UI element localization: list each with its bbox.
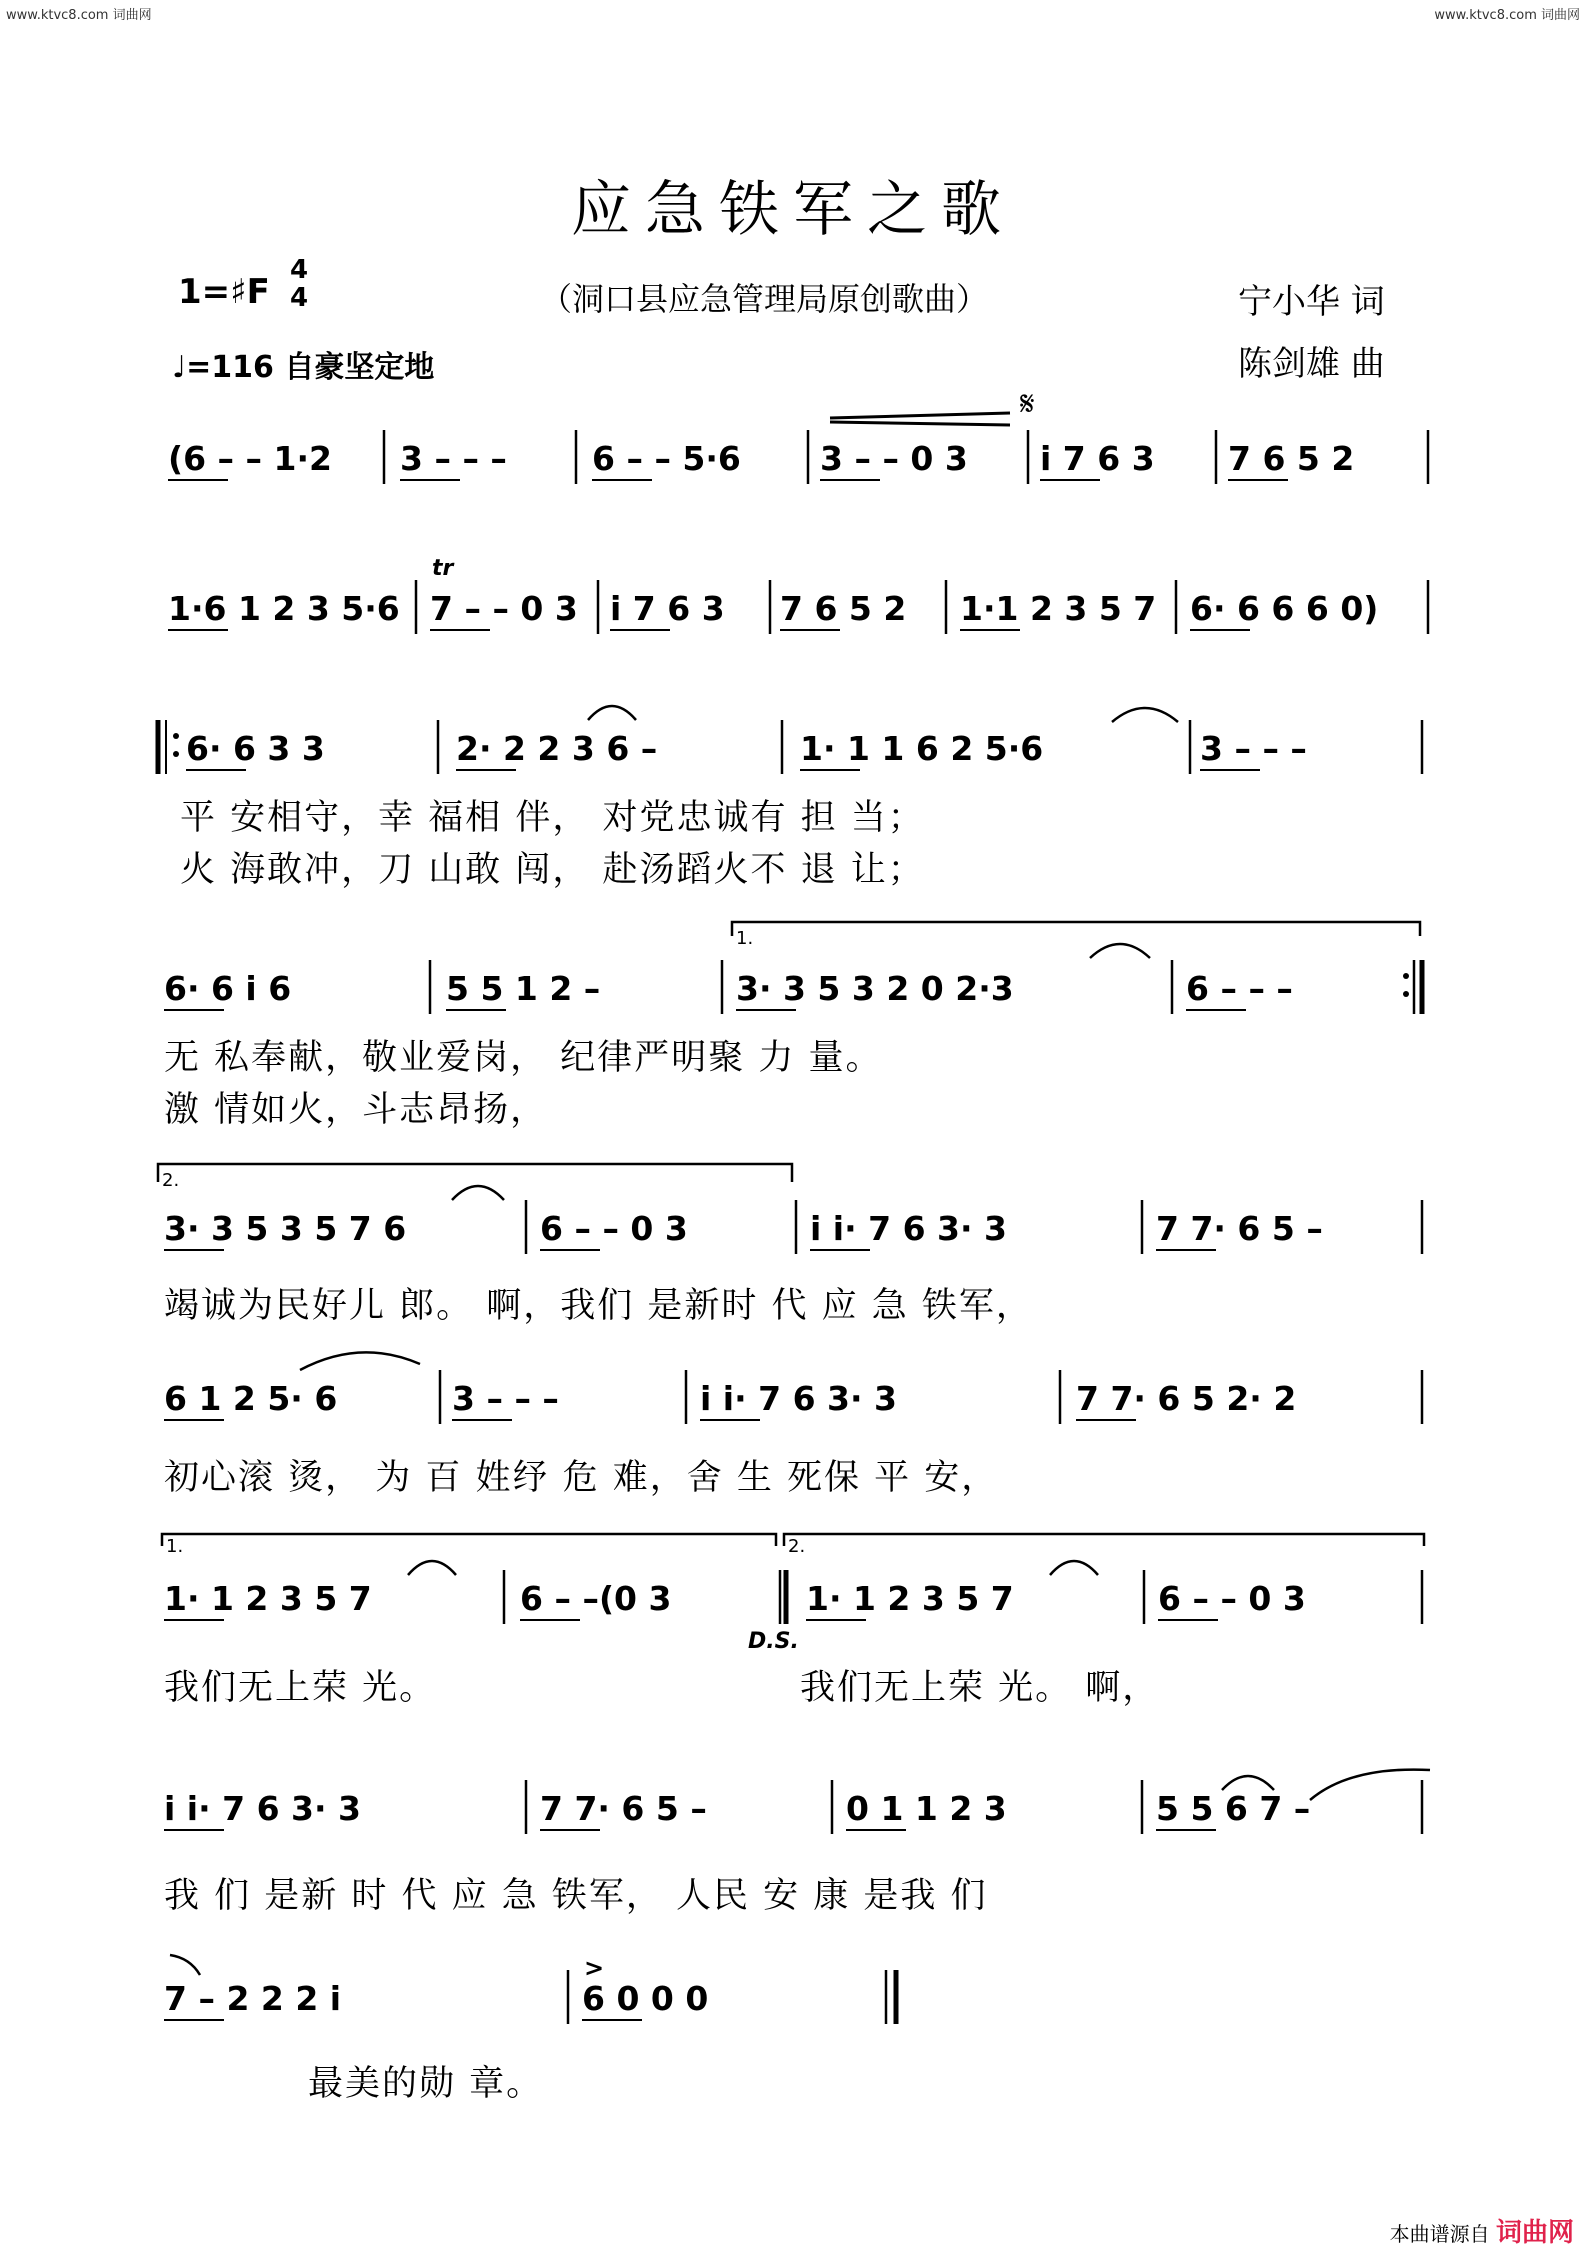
measure-l2-5: 1·1 2 3 5 7 — [960, 589, 1157, 628]
measure-l7-1: 1· 1 2 3 5 7 — [164, 1579, 372, 1618]
measure-l1-1: (6 – – 1·2 — [168, 439, 332, 478]
footer-credit — [1390, 2212, 1574, 2249]
slur-l8b — [1310, 1770, 1430, 1800]
measure-l8-4: 5 5 6 7 – — [1156, 1789, 1311, 1828]
measure-l2-4: 7 6 5 2 — [780, 589, 907, 628]
crescendo-upper — [830, 413, 1010, 418]
lyric-line-9: 最美的勋 章。 — [308, 2064, 544, 2104]
measure-l5-1: 3· 3 5 3 5 7 6 — [164, 1209, 407, 1248]
slur-l3a — [588, 706, 636, 720]
segno-mark — [830, 384, 1035, 425]
volta-2-b-label: 2. — [788, 1536, 806, 1557]
key-signature: 1=♯F — [178, 272, 270, 312]
measure-l7-2: 6 – –(0 3 — [520, 1579, 672, 1618]
measure-l8-2: 7 7· 6 5 – — [540, 1789, 707, 1828]
measure-l6-4: 7 7· 6 5 2· 2 — [1076, 1379, 1297, 1418]
volta-1-b-label: 1. — [166, 1536, 184, 1557]
measure-l6-2: 3 – – – — [452, 1379, 559, 1418]
measure-l1-3: 6 – – 5·6 — [592, 439, 741, 478]
measure-l4-3: 3· 3 5 3 2 0 2·3 — [736, 969, 1014, 1008]
trill-mark: tr — [432, 556, 454, 581]
repeat-end-dot-lower — [1403, 991, 1409, 997]
slur-l4 — [1090, 944, 1150, 958]
slur-l5 — [452, 1186, 504, 1200]
lyricist: 宁小华 词 — [1238, 282, 1385, 322]
volta-2-a-label: 2. — [162, 1170, 180, 1191]
measure-l2-6: 6· 6 6 6 0) — [1190, 589, 1379, 628]
measure-l6-3: i i· 7 6 3· 3 — [700, 1379, 897, 1418]
measure-l1-2: 3 – – – — [400, 439, 507, 478]
measure-l5-2: 6 – – 0 3 — [540, 1209, 688, 1248]
measure-l1-4: 3 – – 0 3 — [820, 439, 968, 478]
measure-l1-5: i 7 6 3 — [1040, 439, 1155, 478]
watermark-left: www.ktvc8.com 词曲网 — [6, 8, 152, 23]
ds-mark: D.S. — [748, 1629, 799, 1654]
lyric-line-5: 竭诚为民好儿 郎。 啊，我们 是新时 代 应 急 铁军， — [164, 1286, 1033, 1326]
measure-l9-2: 6 0 0 0 — [582, 1979, 709, 2018]
measure-l3-2: 2· 2 2 3 6 – — [456, 729, 658, 768]
repeat-dot-lower — [173, 751, 179, 757]
lyric-line-7a: 我们无上荣 光。 — [164, 1668, 437, 1708]
slur-l9 — [170, 1955, 200, 1975]
volta-1-a — [732, 922, 1420, 949]
lyric-line-8: 我 们 是新 时 代 应 急 铁军， 人民 安 康 是我 们 — [164, 1876, 988, 1916]
measure-l9-1: 7 – 2 2 2 i — [164, 1979, 342, 2018]
tempo-marking: ♩=116 自豪坚定地 — [172, 350, 435, 385]
lyric-line-4a: 无 私奉献，敬业爱岗， 纪律严明聚 力 量。 — [164, 1038, 883, 1078]
footer-source: 本曲谱源自 — [1389, 2222, 1490, 2246]
footer-brand: 词曲网 — [1495, 2218, 1574, 2248]
measure-l8-3: 0 1 1 2 3 — [846, 1789, 1007, 1828]
lyric-line-4b: 激 情如火，斗志昂扬， — [164, 1090, 548, 1130]
slur-l7a — [408, 1561, 456, 1575]
measure-l4-2: 5 5 1 2 – — [446, 969, 601, 1008]
lyric-line-3a: 平 安相守，幸 福相 伴， 对党忠诚有 担 当； — [180, 798, 925, 838]
measure-l2-2: 7 – – 0 3 — [430, 589, 578, 628]
lyric-line-7b: 我们无上荣 光。 啊， — [800, 1668, 1160, 1708]
measure-l7-4: 6 – – 0 3 — [1158, 1579, 1306, 1618]
subtitle: （洞口县应急管理局原创歌曲） — [540, 280, 989, 318]
measure-l6-1: 6 1 2 5· 6 — [164, 1379, 338, 1418]
volta-1-a-label: 1. — [736, 928, 754, 949]
slur-l6 — [300, 1352, 420, 1370]
measure-l2-3: i 7 6 3 — [610, 589, 725, 628]
volta-1-b — [162, 1534, 776, 1557]
measure-l3-4: 3 – – – — [1200, 729, 1307, 768]
measure-l1-6: 7 6 5 2 — [1228, 439, 1355, 478]
repeat-end-dot-upper — [1403, 973, 1409, 979]
measure-l5-3: i i· 7 6 3· 3 — [810, 1209, 1007, 1248]
crescendo-lower — [830, 422, 1010, 425]
segno-text: 𝄋 — [1020, 384, 1035, 424]
slur-l3b — [1112, 708, 1178, 722]
lyric-line-6: 初心滚 烫， 为 百 姓纾 危 难，舍 生 死保 平 安， — [164, 1458, 999, 1498]
lyric-line-3b: 火 海敢冲，刀 山敢 闯， 赴汤蹈火不 退 让； — [180, 850, 925, 890]
measure-l4-1: 6· 6 i 6 — [164, 969, 292, 1008]
measure-l3-3: 1· 1 1 6 2 5·6 — [800, 729, 1044, 768]
slur-l7b — [1050, 1561, 1098, 1575]
measure-l8-1: i i· 7 6 3· 3 — [164, 1789, 361, 1828]
measure-l4-4: 6 – – – — [1186, 969, 1293, 1008]
watermark-right: www.ktvc8.com 词曲网 — [1434, 8, 1580, 23]
slur-l8a — [1222, 1776, 1274, 1790]
time-sig-top: 4 — [290, 255, 309, 285]
measure-l2-1: 1·6 1 2 3 5·6 — [168, 589, 400, 628]
staff-lines — [158, 430, 1428, 2024]
measure-l5-4: 7 7· 6 5 – — [1156, 1209, 1323, 1248]
time-sig-bottom: 4 — [290, 283, 309, 313]
measure-l3-1: 6· 6 3 3 — [186, 729, 325, 768]
repeat-dot-upper — [173, 733, 179, 739]
measure-l7-3: 1· 1 2 3 5 7 — [806, 1579, 1014, 1618]
accent-mark: > — [584, 1954, 605, 1982]
song-title: 应急铁军之歌 — [571, 175, 1015, 245]
volta-2-b — [784, 1534, 1424, 1557]
composer: 陈剑雄 曲 — [1238, 344, 1385, 384]
